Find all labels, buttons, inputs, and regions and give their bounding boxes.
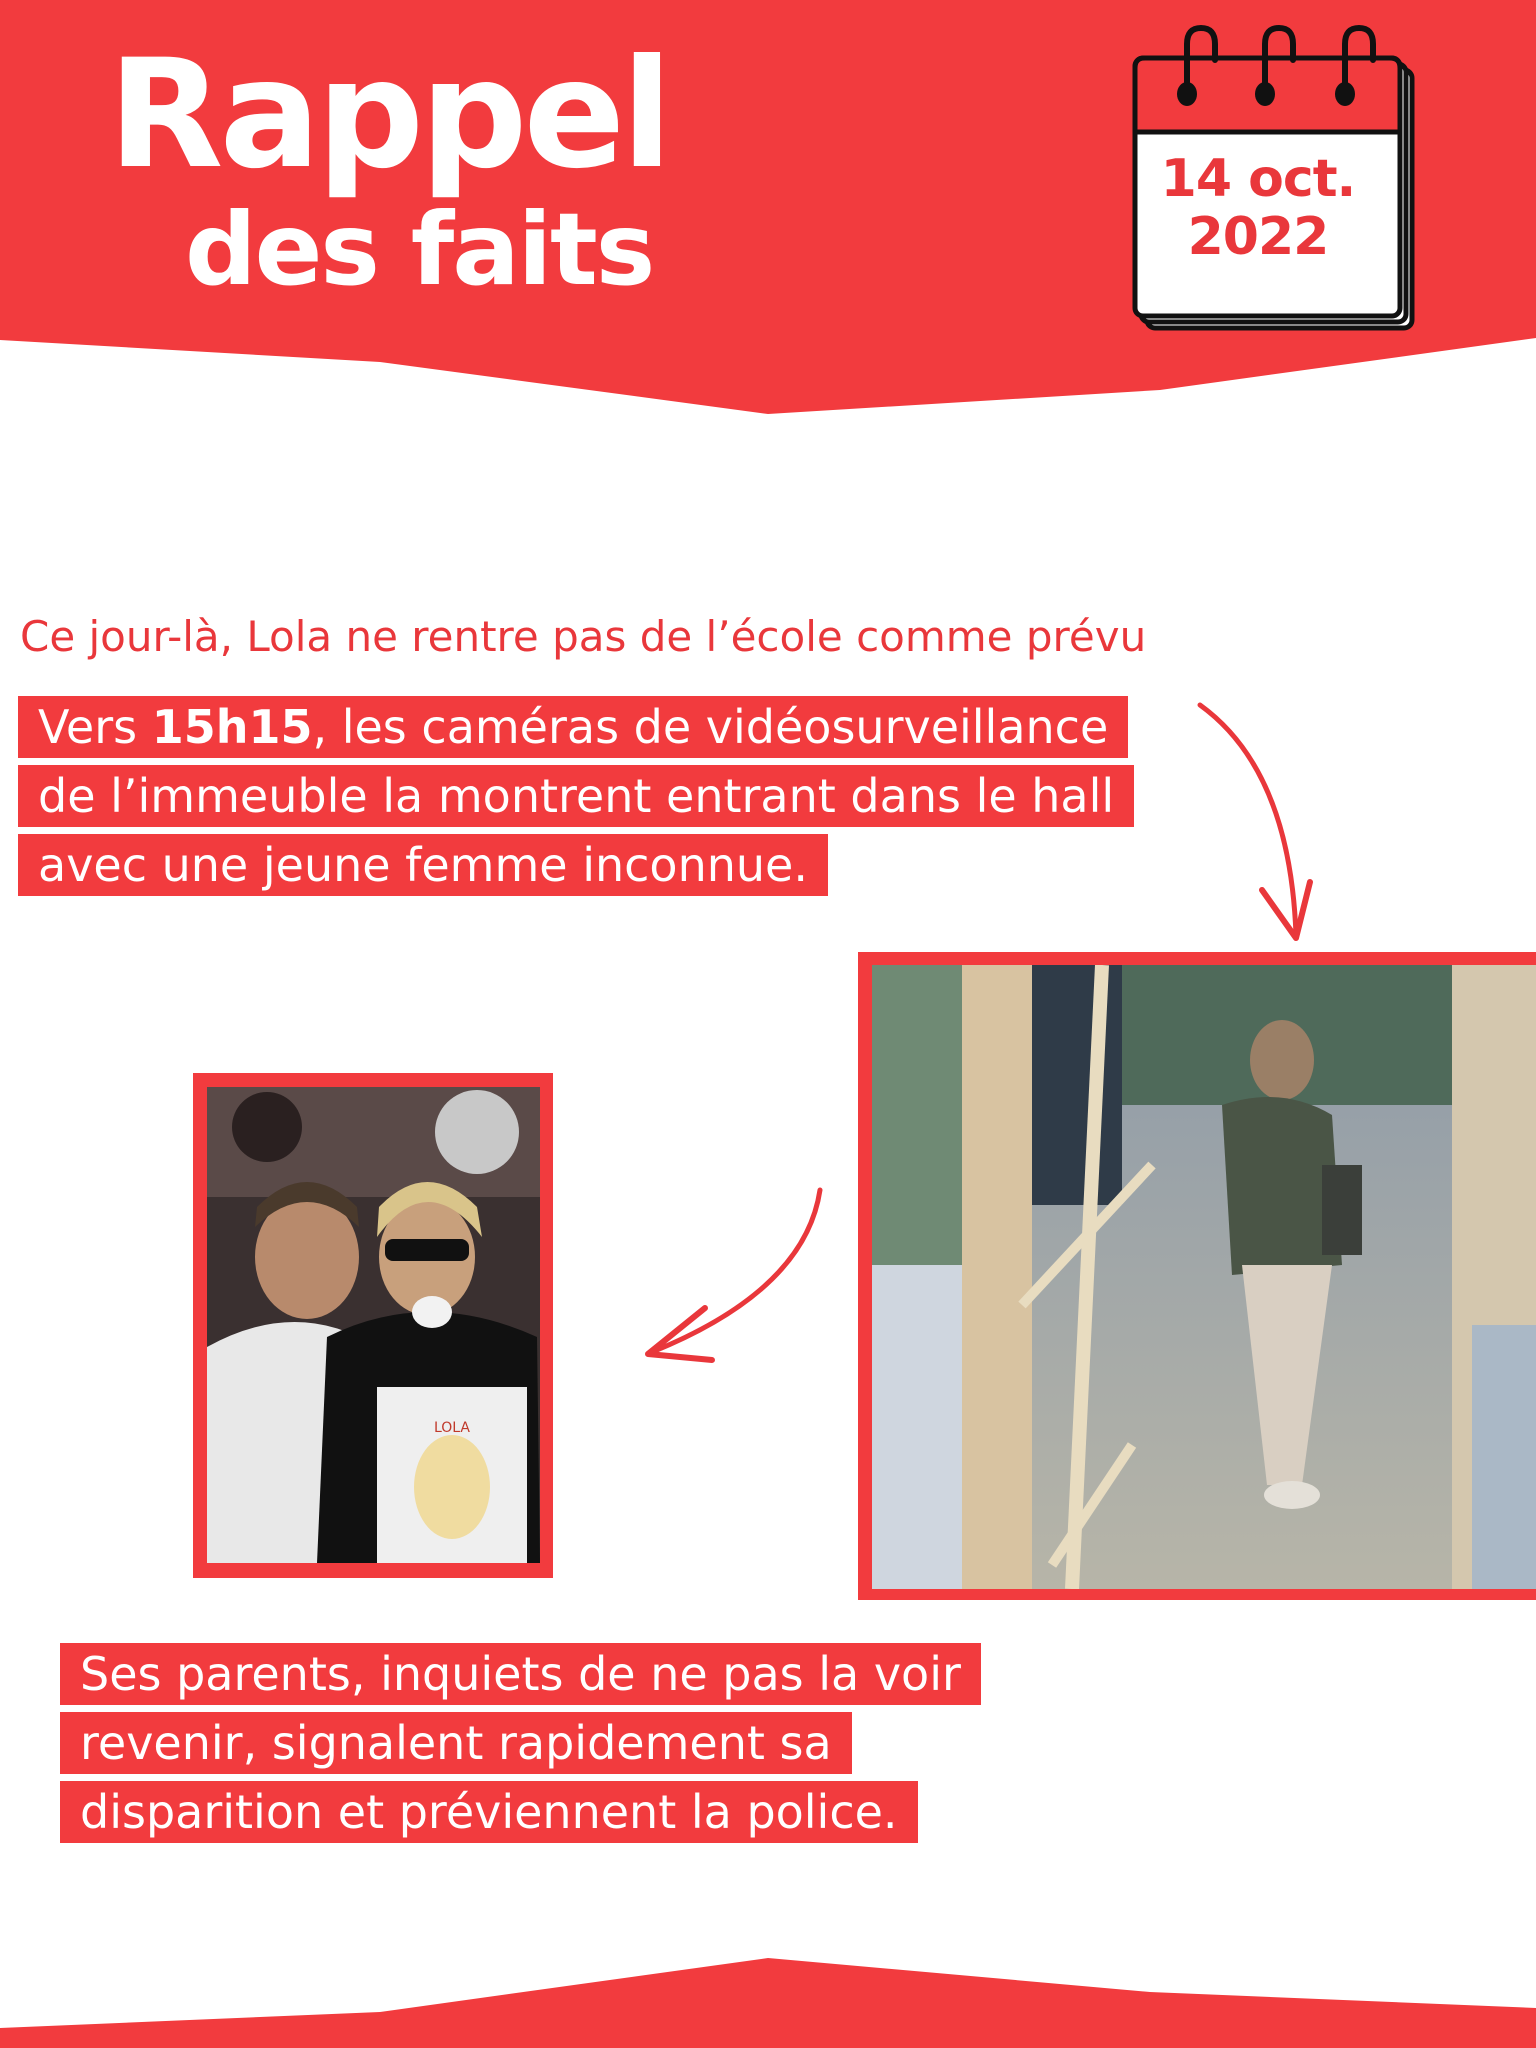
cctv-photo: [872, 965, 1536, 1589]
intro-text: Ce jour-là, Lola ne rentre pas de l’école comme prévu: [20, 612, 1147, 661]
calendar-date-year: 2022: [1187, 207, 1329, 267]
page-title: Rappel: [108, 28, 669, 202]
calendar-date: [1134, 150, 1382, 266]
curved-arrow-icon: [1180, 690, 1330, 950]
parents-photo: [207, 1087, 540, 1563]
text-before-time: Vers: [38, 700, 152, 754]
shirt-label: LOLA: [433, 1420, 471, 1436]
calendar-date-day: 14 oct.: [1160, 149, 1356, 209]
footer-banner: [0, 1950, 1536, 2048]
highlight-text-cctv: [18, 696, 1134, 896]
highlight-block-parents: [60, 1640, 1040, 1847]
highlight-text-parents: Ses parents, inquiets de ne pas la voir revenir, signalent rapidement sa disparition et préviennent la police.: [60, 1643, 981, 1843]
highlight-block-cctv: [18, 693, 1178, 900]
page-subtitle: des faits: [185, 191, 654, 308]
curved-arrow-icon: [630, 1180, 830, 1380]
text-after-time: , les caméras de vidéosurveillance de l’immeuble la montrent entrant dans le hall avec une jeune femme inconnue.: [38, 700, 1115, 892]
time-value: 15h15: [151, 700, 313, 754]
